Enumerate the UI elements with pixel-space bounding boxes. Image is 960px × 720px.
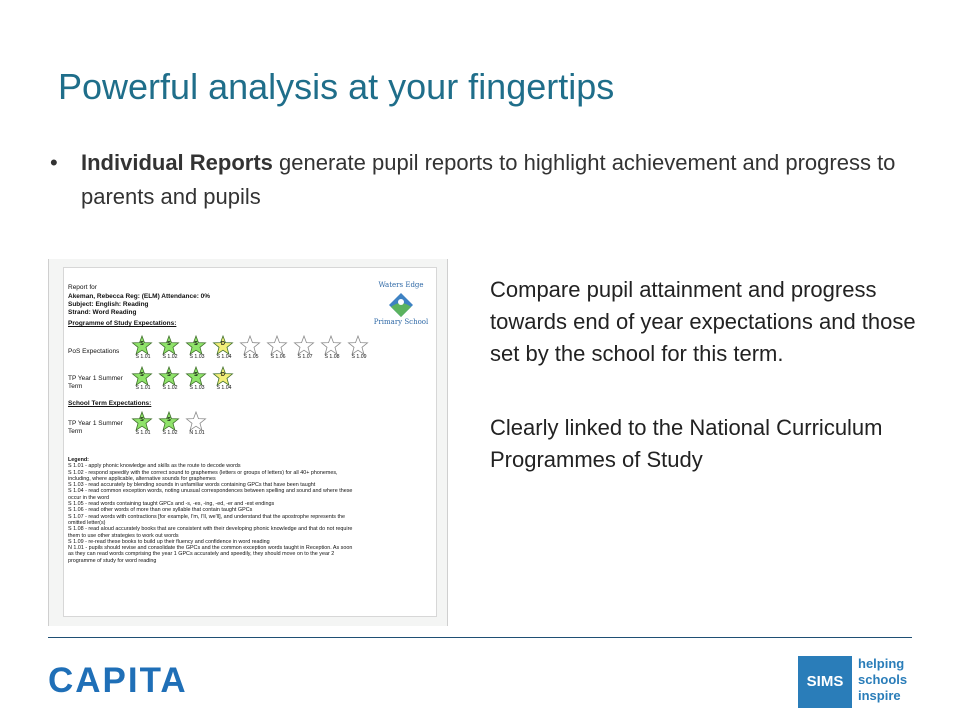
bullet-bold: Individual Reports [81, 150, 273, 175]
star-rating-icon [211, 366, 235, 394]
bullet-rest: generate pupil reports to highlight achievement and progress to parents and pupils [81, 150, 896, 209]
star-rating-icon [184, 366, 208, 394]
legend-item: them to use other strategies to work out words [68, 532, 179, 539]
row2-label-2: Term [68, 383, 83, 390]
star-code-label: S 1.03 [189, 354, 205, 360]
footer-divider [48, 637, 912, 638]
legend-item: programme of study for word reading [68, 557, 157, 564]
star-code-label: S 1.09 [351, 354, 367, 360]
star-code-label: S 1.07 [297, 354, 313, 360]
star-rating-icon [157, 366, 181, 394]
star-grade-letter: D [221, 341, 225, 347]
section-school: School Term Expectations: [68, 400, 152, 407]
school-stars-row [130, 411, 220, 439]
star-rating-icon [130, 335, 154, 363]
star-code-label: N 1.01 [189, 430, 205, 436]
legend-item: S 1.02 - respond speedily with the correct sound to graphemes (letters or groups of letters) for all 40+ phonemes, [68, 469, 338, 476]
sims-tagline [858, 656, 907, 704]
logo-bottom-text: Primary School [373, 317, 429, 326]
row1-label: PoS Expectations [68, 348, 120, 355]
star-code-label: S 1.02 [162, 430, 178, 436]
star-grade-letter: S [194, 341, 198, 347]
star-grade-letter: S [167, 372, 171, 378]
star-code-label: S 1.02 [162, 354, 178, 360]
sims-logo: SIMS [798, 656, 852, 708]
bullet-dot: • [50, 150, 58, 175]
legend-item: S 1.08 - read aloud accurately books that are consistent with their developing phonic knowledge and that do not require [68, 526, 353, 533]
star-rating-icon [292, 335, 316, 363]
tagline-inspire: inspire [858, 688, 901, 703]
star-rating-icon [130, 366, 154, 394]
legend-item: S 1.07 - read words with contractions [for example, I'm, I'll, we'll], and understand that the apostrophe represents the [68, 513, 345, 520]
star-grade-letter: S [140, 372, 144, 378]
legend-item: S 1.03 - read accurately by blending sounds in unfamiliar words containing GPCs that have been taught [68, 482, 316, 489]
strand-line: Strand: Word Reading [68, 309, 137, 316]
tagline-schools: schools [858, 672, 908, 687]
legend-item: S 1.05 - read words containing taught GPCs and -s, -es, -ing, -ed, -er and -est endings [68, 501, 275, 508]
report-for: Report for [68, 284, 97, 291]
bullet-text [81, 146, 910, 214]
star-rating-icon [130, 411, 154, 439]
logo-top-text: Waters Edge [378, 281, 424, 289]
legend-title: Legend: [68, 457, 89, 463]
star-rating-icon [157, 411, 181, 439]
star-code-label: S 1.01 [135, 385, 151, 391]
star-rating-icon [157, 335, 181, 363]
star-grade-letter: D [221, 372, 225, 378]
star-code-label: S 1.01 [135, 354, 151, 360]
paragraph-linked: Clearly linked to the National Curriculum Programmes of Study [490, 415, 883, 472]
star-code-label: S 1.08 [324, 354, 340, 360]
star-code-label: S 1.04 [216, 354, 232, 360]
star-rating-icon [211, 335, 235, 363]
logo-emblem-icon [387, 291, 415, 319]
star-rating-icon [238, 335, 262, 363]
row3-label-1: TP Year 1 Summer [68, 420, 123, 427]
star-code-label: S 1.01 [135, 430, 151, 436]
tp-stars-row [130, 366, 250, 394]
star-code-label: S 1.04 [216, 385, 232, 391]
waters-edge-logo [372, 282, 430, 336]
star-code-label: S 1.05 [243, 354, 259, 360]
row3-label-2: Term [68, 428, 83, 435]
subject-line: Subject: English: Reading [68, 301, 149, 308]
star-rating-icon [319, 335, 343, 363]
star-code-label: S 1.06 [270, 354, 286, 360]
slide-title: Powerful analysis at your fingertips [58, 66, 615, 107]
row2-label-1: TP Year 1 Summer [68, 375, 123, 382]
report-sheet [63, 267, 437, 617]
star-rating-icon [346, 335, 370, 363]
legend-item: S 1.06 - read other words of more than one syllable that contain taught GPCs [68, 507, 253, 514]
legend-item: S 1.04 - read common exception words, noting unusual correspondences between spelling and sound and where these [68, 488, 353, 495]
legend-list [68, 463, 428, 564]
capita-logo: CAPITA [48, 661, 188, 700]
tagline-helping: helping [858, 656, 905, 671]
section-pos: Programme of Study Expectations: [68, 320, 177, 327]
legend [68, 457, 428, 564]
star-grade-letter: S [167, 417, 171, 423]
legend-item: omitted letter(s) [68, 519, 106, 526]
report-image [48, 259, 448, 626]
legend-item: S 1.09 - re-read these books to build up their fluency and confidence in word reading [68, 538, 270, 545]
paragraph-compare: Compare pupil attainment and progress towards end of year expectations and those set by the school for this term. [490, 277, 916, 366]
star-rating-icon [265, 335, 289, 363]
legend-item: N 1.01 - pupils should revise and consolidate the GPCs and the common exception words taught in Reception. As soon [68, 545, 353, 552]
star-rating-icon [184, 411, 208, 439]
legend-item: including, where applicable, alternative sounds for graphemes [68, 475, 216, 482]
star-grade-letter: S [140, 417, 144, 423]
star-code-label: S 1.02 [162, 385, 178, 391]
star-grade-letter: S [140, 341, 144, 347]
star-grade-letter: S [167, 341, 171, 347]
legend-item: S 1.01 - apply phonic knowledge and skills as the route to decode words [68, 463, 241, 470]
pos-stars-row [130, 335, 380, 363]
legend-item: occur in the word [68, 494, 110, 501]
right-text-column [490, 274, 930, 476]
star-code-label: S 1.03 [189, 385, 205, 391]
star-rating-icon [184, 335, 208, 363]
star-grade-letter: S [194, 372, 198, 378]
legend-item: as they can read words comprising the year 1 GPCs accurately and speedily, they should move on to the year 2 [68, 551, 335, 558]
pupil-line: Akeman, Rebecca Reg: (ELM) Attendance: 0% [68, 293, 211, 300]
bullet-point [50, 146, 910, 214]
